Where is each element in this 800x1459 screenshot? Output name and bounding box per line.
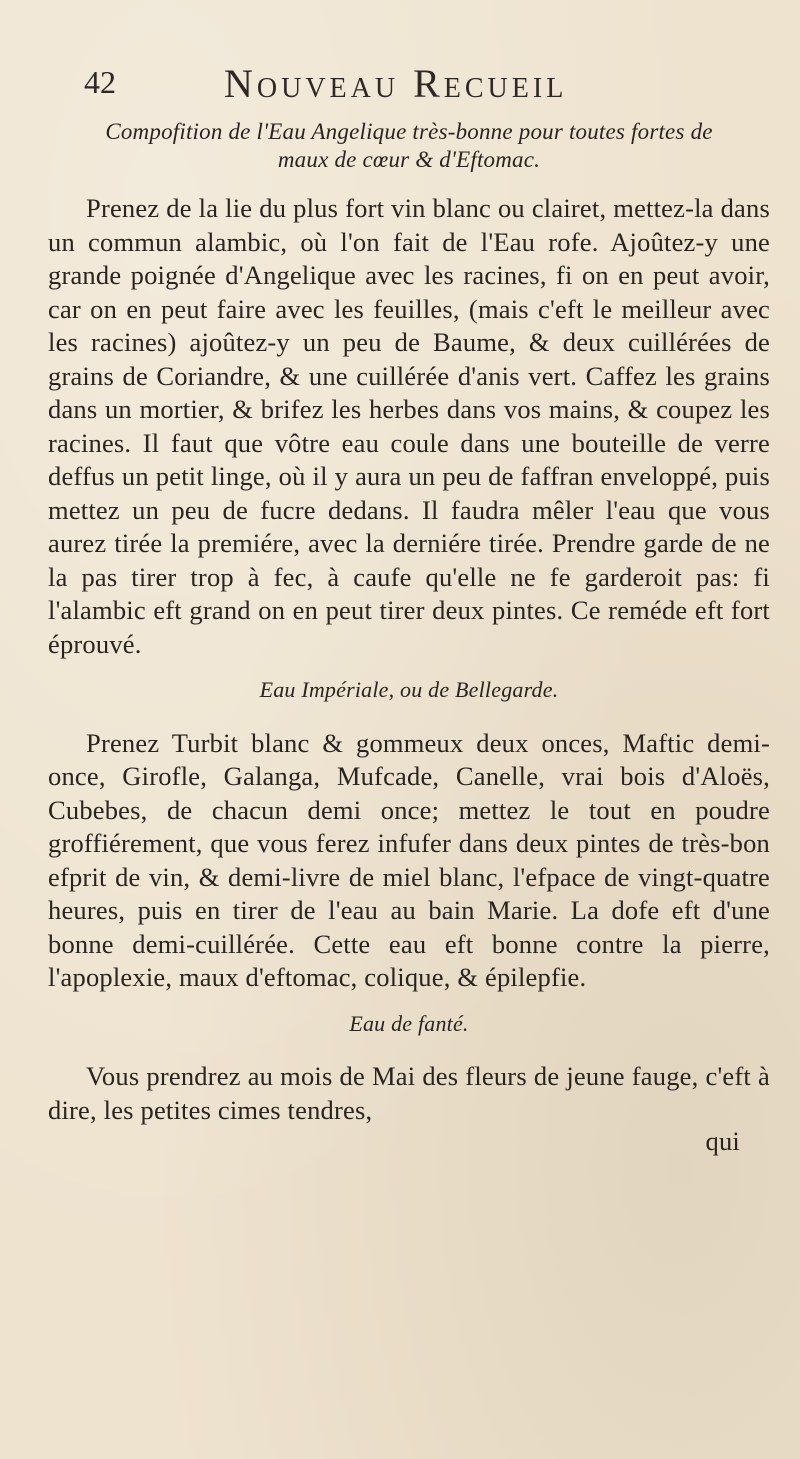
paragraph-eau-imperiale: Prenez Turbit blanc & gommeux deux onces, Maftic demi-once, Girofle, Galanga, Mufcade, Canelle, vrai bois d'Aloës, Cubebes, de chacun demi once; mettez le tout en poudre groffiérement, que vous ferez infufer dans deux pintes de très-bon efprit de vin, & demi-livre de miel blanc, l'efpace de vingt-quatre heures, puis en tirer de l'eau au bain Marie. La dofe eft d'une bonne demi-cuillérée. Cette eau eft bonne contre la pierre, l'apoplexie, maux d'eftomac, colique, & épilepfie. [48, 727, 770, 992]
paragraph-eau-de-sante: Vous prendrez au mois de Mai des fleurs de jeune fauge, c'eft à dire, les petites cimes tendres, [48, 1061, 770, 1125]
catchword: qui [705, 1126, 740, 1156]
text-block [48, 118, 770, 1159]
page-number: 42 [84, 64, 116, 100]
paragraph-eau-angelique: Prenez de la lie du plus fort vin blanc ou clairet, mettez-la dans un commun alambic, où l'on fait de l'Eau rofe. Ajoûtez-y une grande poignée d'Angelique avec les racines, fi on en peut avoir, car on en peut faire avec les feuilles, (mais c'eft le meilleur avec les racines) ajoûtez-y un peu de Baume, & deux cuillérées de grains de Coriandre, & une cuillérée d'anis vert. Caffez les grains dans un mortier, & brifez les herbes dans vos mains, & coupez les racines. Il faut que vôtre eau coule dans une bouteille de verre deffus un petit linge, où il y aura un peu de faffran enveloppé, puis mettez un peu de fucre dedans. Il faudra mêler l'eau que vous aurez tirée la premiére, avec la derniére tirée. Prendre garde de ne la pas tirer trop à fec, à caufe qu'elle ne fe garderoit pas: fi l'alambic eft grand on en peut tirer deux pintes. Ce reméde eft fort éprouvé. [48, 193, 770, 659]
section-title-eau-de-sante: Eau de fanté. [349, 1010, 469, 1036]
book-page [48, 60, 770, 1440]
running-head [48, 60, 770, 112]
section-title-eau-imperiale: Eau Impériale, ou de Bellegarde. [259, 677, 559, 702]
section-title-eau-angelique: Compofition de l'Eau Angelique très-bonne pour toutes fortes de maux de cœur & d'Eftomac. [105, 119, 713, 172]
running-title: Nouveau Recueil [224, 61, 568, 106]
